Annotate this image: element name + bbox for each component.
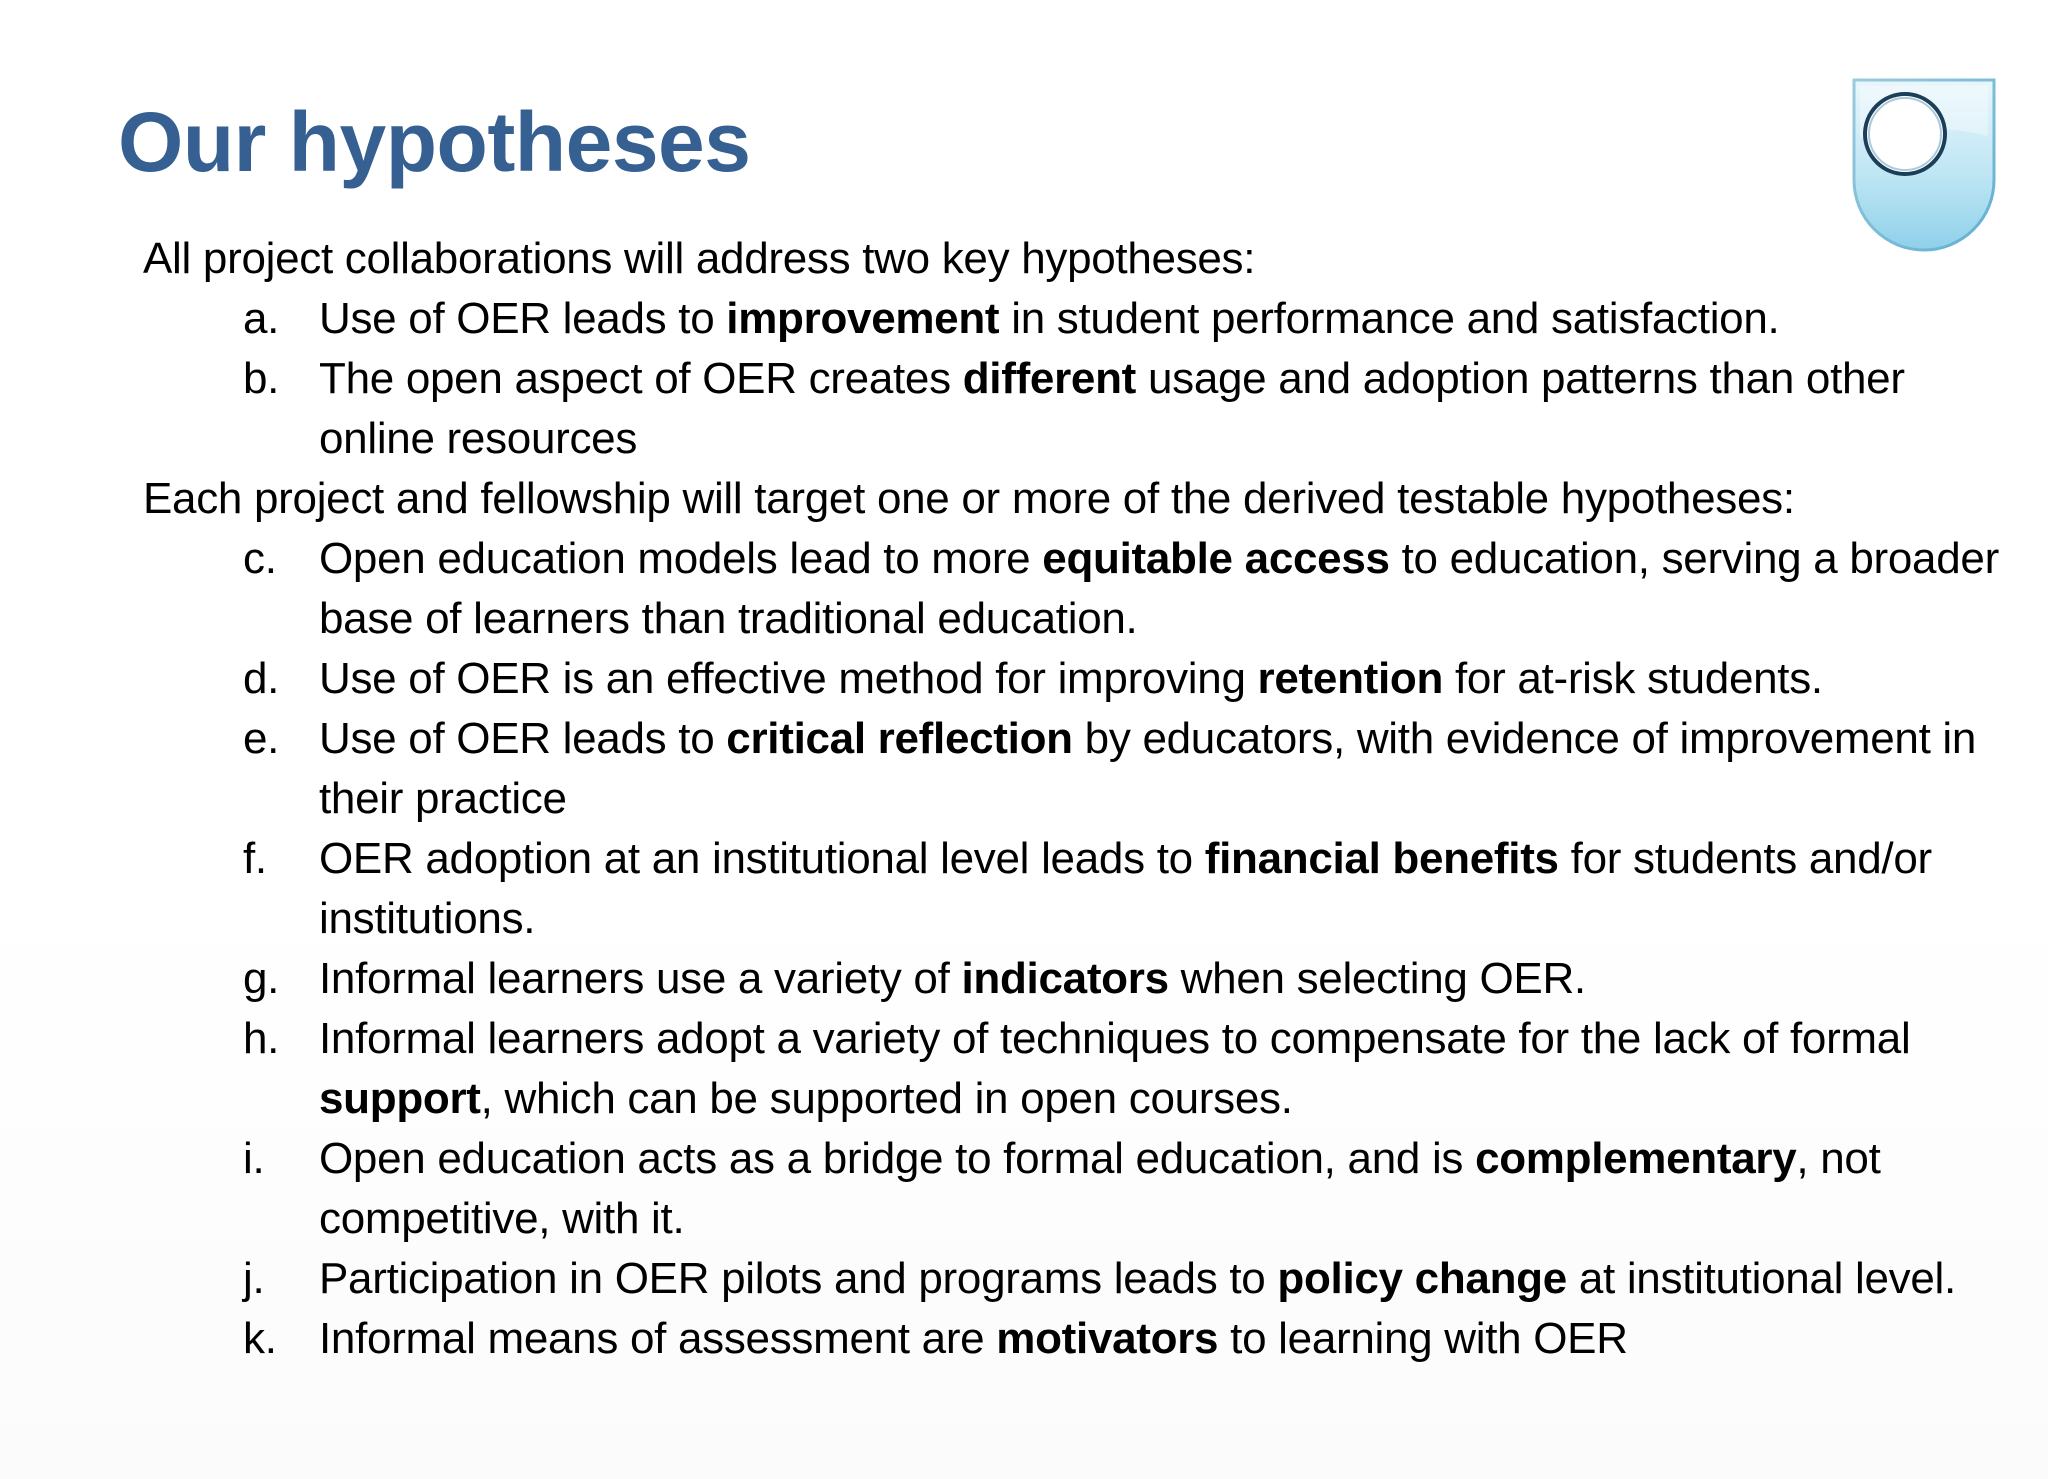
hypothesis-text-end: to education, serving a broader base of learners than traditional education. [319,534,1999,643]
hypothesis-keyword: complementary [1475,1134,1797,1183]
hypothesis-keyword: motivators [996,1314,1219,1363]
hypothesis-text-end: by educators, with evidence of improvement in their practice [319,714,1977,823]
hypothesis-keyword: critical reflection [726,714,1073,763]
hypothesis-item [143,829,2023,949]
hypothesis-item [143,649,2023,709]
hypothesis-text: Informal learners adopt a variety of techniques to compensate for the lack of formal [319,1014,1911,1063]
hypothesis-letter: f. [243,834,267,883]
hypothesis-keyword: retention [1257,654,1444,703]
hypothesis-item [143,709,2023,829]
hypothesis-keyword: different [962,354,1137,403]
hypothesis-text: The open aspect of OER creates [319,354,963,403]
hypothesis-keyword: financial benefits [1204,834,1559,883]
hypothesis-text-end: to learning with OER [1218,1314,1628,1363]
testable-hypotheses-list [143,529,2023,1369]
hypothesis-letter: g. [243,954,280,1003]
hypothesis-text: Open education acts as a bridge to formal education, and is [319,1134,1476,1183]
hypothesis-letter: h. [243,1014,280,1063]
hypothesis-text-end: when selecting OER. [1168,954,1586,1003]
hypothesis-keyword: indicators [961,954,1169,1003]
hypothesis-text: Use of OER leads to [319,294,727,343]
hypothesis-text: Informal learners use a variety of [319,954,962,1003]
hypothesis-text: Use of OER leads to [319,714,727,763]
hypothesis-text-end: for at-risk students. [1443,654,1823,703]
hypothesis-item [143,529,2023,649]
hypothesis-text: Participation in OER pilots and programs leads to [319,1254,1278,1303]
hypothesis-letter: b. [243,354,280,403]
hypothesis-item [143,1009,2023,1129]
hypothesis-text: Informal means of assessment are [319,1314,997,1363]
hypothesis-item [143,1249,2023,1309]
hypothesis-text-end: for students and/or institutions. [319,834,1932,943]
hypothesis-text-end: in student performance and satisfaction. [999,294,1780,343]
intro-testable-hypotheses: Each project and fellowship will target one or more of the derived testable hypotheses: [143,474,1795,523]
hypothesis-item [143,1309,2023,1369]
hypothesis-item [143,289,2023,349]
intro-key-hypotheses: All project collaborations will address two key hypotheses: [143,234,1256,283]
hypothesis-letter: d. [243,654,280,703]
hypothesis-keyword: support [319,1074,481,1123]
hypothesis-item [143,949,2023,1009]
hypothesis-text-end: usage and adoption patterns than other online resources [319,354,1905,463]
hypothesis-letter: i. [243,1134,265,1183]
hypothesis-letter: j. [243,1254,265,1303]
key-hypotheses-list [143,289,2023,469]
hypothesis-letter: c. [243,534,277,583]
hypothesis-keyword: equitable access [1042,534,1390,583]
hypothesis-text-end: , not competitive, with it. [319,1134,1881,1243]
hypothesis-text: Use of OER is an effective method for improving [319,654,1258,703]
hypothesis-keyword: policy change [1277,1254,1567,1303]
hypothesis-letter: a. [243,294,280,343]
hypothesis-letter: k. [243,1314,277,1363]
hypothesis-text-end: , which can be supported in open courses. [480,1074,1293,1123]
hypothesis-text: Open education models lead to more [319,534,1043,583]
hypothesis-item [143,1129,2023,1249]
hypothesis-letter: e. [243,714,280,763]
slide-title: Our hypotheses [118,95,751,189]
hypothesis-item [143,349,2023,469]
hypothesis-text-end: at institutional level. [1566,1254,1956,1303]
hypothesis-text: OER adoption at an institutional level leads to [319,834,1205,883]
hypothesis-keyword: improvement [726,294,1000,343]
slide-body [143,229,2023,1369]
